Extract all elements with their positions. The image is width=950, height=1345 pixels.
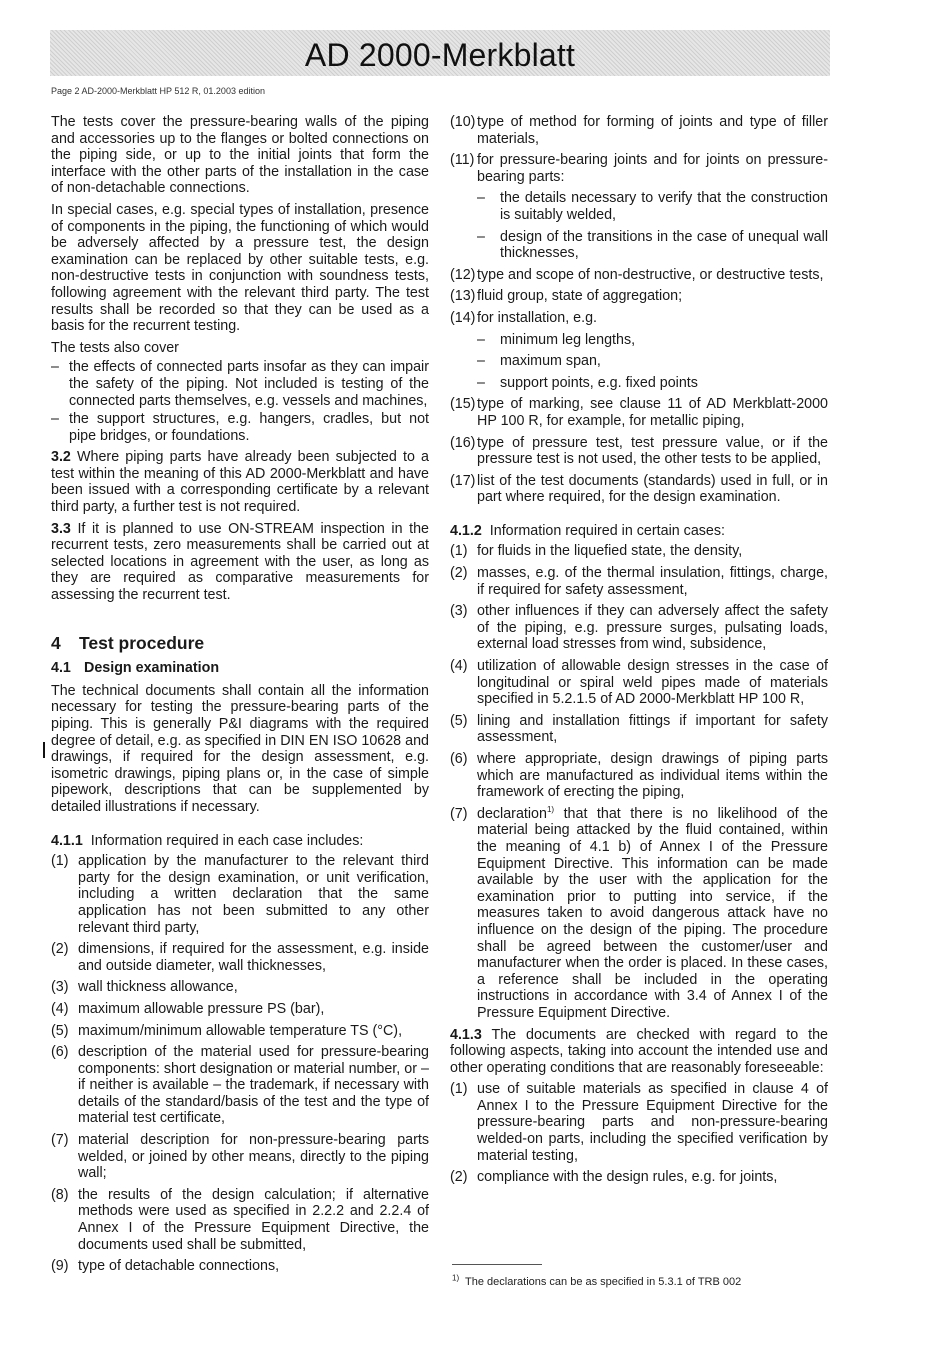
list-item xyxy=(51,979,429,996)
dash-mark: – xyxy=(477,353,485,370)
sub-item-text: minimum leg lengths, xyxy=(500,331,636,348)
heading-text: Design examination xyxy=(84,660,220,677)
sub-item-text: support points, e.g. fixed points xyxy=(500,374,698,391)
section-text: Information required in each case includes: xyxy=(90,832,364,849)
item-text: other influences if they can adversely affect the safety of the piping, e.g. pressure surges, pulsating loads, external load stresses from wind, subsidence, xyxy=(477,603,828,653)
item-text: type and scope of non-destructive, or destructive tests, xyxy=(477,266,824,283)
sub-item xyxy=(477,375,828,392)
heading-number: 4 xyxy=(51,632,61,653)
list-item xyxy=(450,288,828,305)
list-item xyxy=(450,751,828,801)
sub-item xyxy=(477,229,828,262)
paragraph: The tests also cover xyxy=(51,339,179,356)
item-text: for installation, e.g. xyxy=(477,309,598,326)
item-number: (3) xyxy=(450,603,468,620)
list-item xyxy=(51,1001,429,1018)
sub-item xyxy=(477,332,828,349)
right-column xyxy=(450,114,828,1191)
item-text: material description for non-pressure-bearing parts welded, or joined by other means, directly to the piping wall; xyxy=(78,1132,429,1182)
item-number: (1) xyxy=(51,853,69,870)
item-number: (13) xyxy=(450,288,476,305)
dash-mark: – xyxy=(477,331,485,348)
item-text: for pressure-bearing joints and for joints on pressure-bearing parts: xyxy=(477,152,828,185)
item-number: (7) xyxy=(51,1132,69,1149)
paragraph: The technical documents shall contain all the information necessary for testing the pressure-bearing parts of the piping. This is generally P&I diagrams with the required degree of detail, e.g. as specified in DIN EN ISO 10628 and drawings, if required for the design assessment, e.g. isometric drawings, piping plans or, in the case of simple pipework, descriptions that can be supplemented by detailed illustrations if necessary. xyxy=(51,682,429,815)
item-number: (16) xyxy=(450,434,476,451)
list-item xyxy=(51,941,429,974)
dash-mark: – xyxy=(51,411,59,428)
list-item xyxy=(450,1081,828,1164)
document-title: AD 2000-Merkblatt xyxy=(304,36,576,73)
list-item xyxy=(51,1132,429,1182)
dash-mark: – xyxy=(477,228,485,245)
section-3-3 xyxy=(51,521,429,604)
item-number: (7) xyxy=(450,805,468,822)
footnote-rule xyxy=(452,1264,542,1265)
footnote-text: The declarations can be as specified in 5.3.1 of TRB 002 xyxy=(465,1276,742,1288)
paragraph: In special cases, e.g. special types of installation, presence of components in the piping, the functioning of which would be adversely affected by a pressure test, the design examination can be replaced by other suitable tests, e.g. non-destructive tests in conjunction with soundness tests, following agreement with the relevant third party. The test results shall be recorded so that they can be used as a basis for the recurrent testing. xyxy=(51,201,429,335)
item-number: (9) xyxy=(51,1258,69,1275)
sub-item-text: the details necessary to verify that the construction is suitably welded, xyxy=(500,190,828,223)
item-text-start: declaration xyxy=(477,805,547,822)
list-item xyxy=(450,152,828,185)
item-number: (2) xyxy=(51,941,69,958)
item-text-rest: that that there is no likelihood of the material being attacked by the fluid contained, within the meaning of 4.1 b) of Annex I of the Pressure Equipment Directive. This information can be made available by the user with the application for the examination prior to putting into service, if the measures taken to avoid dangerous attack have no influence on the design of the piping. The procedure shall be agreed between the customer/user and manufacturer when the order is placed. In these cases, a reference shall be included in the operating instructions in accordance with 3.4 of Annex I of the Pressure Equipment Directive. xyxy=(477,805,828,1021)
dash-mark: – xyxy=(477,374,485,391)
heading-design-examination xyxy=(51,660,429,677)
item-number: (6) xyxy=(450,751,468,767)
item-text: type of pressure test, test pressure value, or if the pressure test is not used, the other tests to be applied, xyxy=(477,434,828,468)
list-item xyxy=(450,1169,828,1186)
list-item xyxy=(450,396,828,429)
dash-item xyxy=(51,359,429,409)
sub-item-text: maximum span, xyxy=(500,353,601,370)
item-number: (4) xyxy=(51,1000,69,1017)
dash-mark: – xyxy=(51,359,59,376)
heading-text: Test procedure xyxy=(79,632,205,653)
item-text: type of detachable connections, xyxy=(78,1258,280,1275)
dash-item xyxy=(51,411,429,444)
section-3-2 xyxy=(51,449,429,515)
item-text xyxy=(477,806,828,1022)
item-text: maximum/minimum allowable temperature TS (°C), xyxy=(78,1022,403,1039)
list-item xyxy=(51,1187,429,1253)
list-item xyxy=(450,543,828,560)
section-4-1-3 xyxy=(450,1027,828,1077)
list-item xyxy=(51,1023,429,1040)
item-number: (4) xyxy=(450,658,468,675)
footnote-mark: 1) xyxy=(452,1273,460,1283)
item-text: application by the manufacturer to the relevant third party for the design examination, or unit verification, including a written declaration that the same application has not been submitted to any other relevant third party, xyxy=(78,853,429,936)
item-number: (5) xyxy=(51,1022,69,1039)
heading-test-procedure xyxy=(51,632,429,653)
section-text: If it is planned to use ON-STREAM inspection in the recurrent tests, zero measurements shall be carried out at selected locations in agreement with the user, as long as they are required as comparative measurements for assessing the recurrent test. xyxy=(51,520,429,604)
item-number: (11) xyxy=(450,152,475,169)
list-item xyxy=(450,603,828,653)
page-info: Page 2 AD-2000-Merkblatt HP 512 R, 01.2003 edition xyxy=(51,86,265,96)
list-item xyxy=(51,1044,429,1127)
item-number: (14) xyxy=(450,309,476,326)
item-text: for fluids in the liquefied state, the density, xyxy=(477,543,743,560)
item-text: use of suitable materials as specified in clause 4 of Annex I to the Pressure Equipment Directive for the pressure-bearing parts and non-pressure-bearing welded-on parts, including the specified verification by material testing, xyxy=(477,1081,828,1164)
section-number: 4.1.1 xyxy=(51,832,83,849)
section-text: Where piping parts have already been subjected to a test within the meaning of this AD 2000-Merkblatt and have been issued with a corresponding certificate by a relevant third party, a further test is not required. xyxy=(51,449,429,516)
list-item xyxy=(51,1258,429,1275)
item-number: (1) xyxy=(450,543,468,560)
section-number: 3.2 xyxy=(51,449,71,466)
item-text: maximum allowable pressure PS (bar), xyxy=(78,1000,325,1017)
list-item xyxy=(450,658,828,708)
paragraph: The tests cover the pressure-bearing walls of the piping and accessories up to the flanges or bolted connections on the piping side, or up to the initial joints that form the interface with the other parts of the installation in the case of non-detachable connections. xyxy=(51,114,429,197)
item-text: masses, e.g. of the thermal insulation, fittings, charge, if required for safety assessment, xyxy=(477,565,828,598)
list-item xyxy=(450,806,828,1022)
item-number: (5) xyxy=(450,712,468,729)
list-item xyxy=(450,713,828,746)
item-number: (2) xyxy=(450,565,468,582)
section-number: 4.1.2 xyxy=(450,522,482,539)
dash-text: the support structures, e.g. hangers, cradles, but not pipe bridges, or foundations. xyxy=(69,411,429,444)
list-item xyxy=(450,565,828,598)
sub-item xyxy=(477,190,828,223)
footnote-ref: 1) xyxy=(546,805,555,815)
item-text: lining and installation fittings if important for safety assessment, xyxy=(477,712,828,746)
item-text: utilization of allowable design stresses in the case of longitudinal or spiral weld pipes made of materials specified in 5.2.1.5 of AD 2000-Merkblatt HP 100 R, xyxy=(477,658,828,708)
item-text: the results of the design calculation; if alternative methods were used as specified in 2.2.2 and 2.2.4 of Annex I of the Pressure Equipment Directive, the documents used shall be submitted, xyxy=(78,1186,429,1253)
item-number: (12) xyxy=(450,266,476,283)
list-item xyxy=(450,435,828,468)
section-4-1-1 xyxy=(51,833,429,850)
item-text: list of the test documents (standards) used in full, or in part where required, for the design examination. xyxy=(477,472,828,506)
change-bar xyxy=(43,742,45,758)
list-item xyxy=(450,310,828,327)
list-item xyxy=(450,473,828,506)
list-item xyxy=(51,853,429,936)
section-text: The documents are checked with regard to the following aspects, taking into account the intended use and other operating conditions that are reasonably foreseeable: xyxy=(450,1026,828,1076)
section-number: 4.1.3 xyxy=(450,1026,482,1043)
left-column xyxy=(51,114,429,1280)
item-number: (17) xyxy=(450,472,476,489)
list-item xyxy=(450,267,828,284)
item-text: description of the material used for pressure-bearing components: short designation or material number, or – if neither is available – the trademark, if necessary with details of the standard/basis of the test and the type of material test certificate, xyxy=(78,1044,429,1127)
item-text: type of marking, see clause 11 of AD Merkblatt-2000 HP 100 R, for example, for metallic piping, xyxy=(477,396,828,429)
section-4-1-2 xyxy=(450,523,828,540)
item-text: fluid group, state of aggregation; xyxy=(477,288,683,305)
dash-text: the effects of connected parts insofar as they can impair the safety of the piping. Not included is testing of the connected parts themselves, e.g. vessels and machines, xyxy=(69,359,429,409)
item-number: (1) xyxy=(450,1081,468,1098)
item-number: (15) xyxy=(450,396,476,413)
footnote xyxy=(452,1273,742,1288)
item-text: wall thickness allowance, xyxy=(78,979,238,996)
item-number: (2) xyxy=(450,1169,468,1186)
item-text: compliance with the design rules, e.g. for joints, xyxy=(477,1169,778,1186)
sub-item xyxy=(477,353,828,370)
section-number: 3.3 xyxy=(51,520,71,537)
item-number: (8) xyxy=(51,1186,69,1203)
item-text: dimensions, if required for the assessment, e.g. inside and outside diameter, wall thicknesses, xyxy=(78,941,429,974)
item-text: where appropriate, design drawings of piping parts which are manufactured as individual items within the framework of erecting the piping, xyxy=(477,751,828,801)
item-number: (3) xyxy=(51,979,69,996)
item-number: (6) xyxy=(51,1044,69,1061)
item-text: type of method for forming of joints and type of filler materials, xyxy=(477,114,828,147)
list-item xyxy=(450,114,828,147)
section-text: Information required in certain cases: xyxy=(489,522,725,539)
sub-item-text: design of the transitions in the case of unequal wall thicknesses, xyxy=(500,228,828,262)
item-number: (10) xyxy=(450,114,476,130)
dash-mark: – xyxy=(477,190,485,207)
header-banner xyxy=(50,30,830,76)
heading-number: 4.1 xyxy=(51,660,71,677)
